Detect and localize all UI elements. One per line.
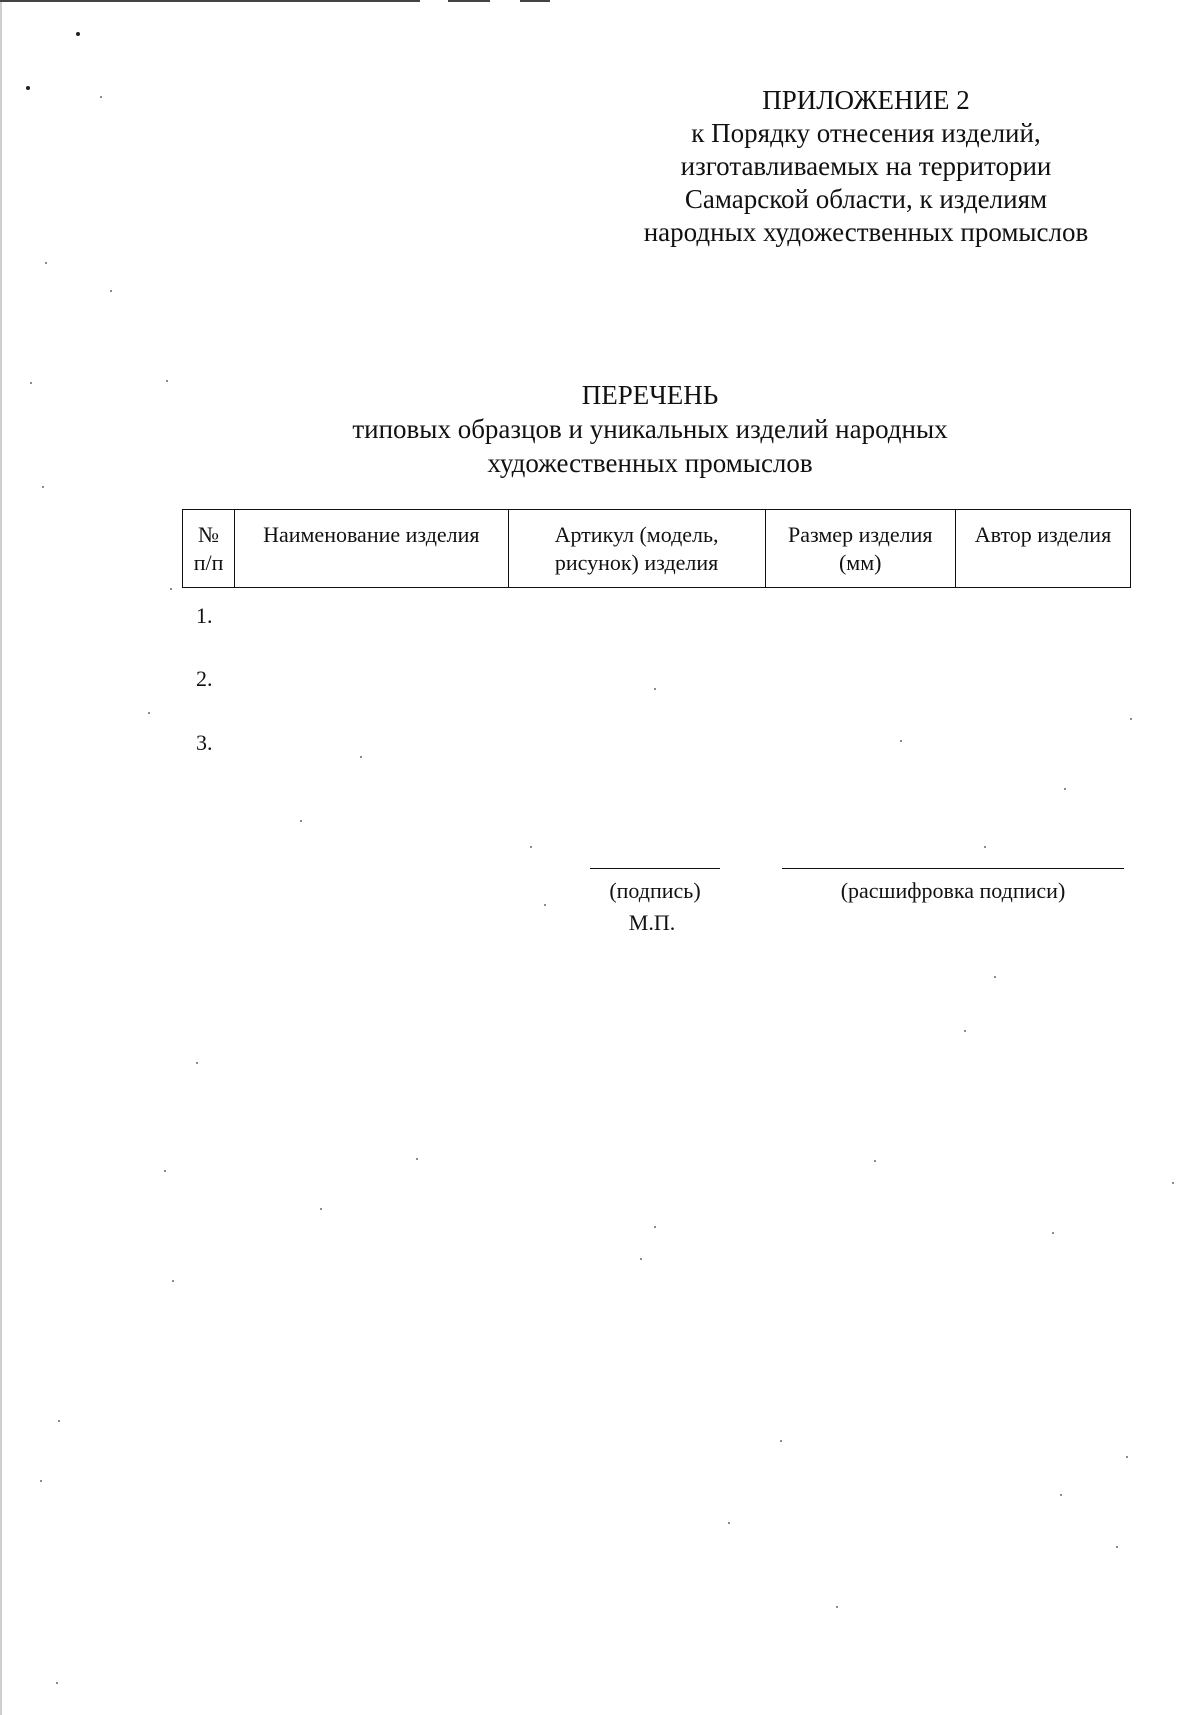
scan-speck	[728, 1522, 730, 1524]
scan-speck	[530, 846, 532, 848]
scan-speck	[26, 86, 30, 90]
header-name-text: Наименование изделия	[263, 522, 480, 547]
list-item-number: 2.	[196, 666, 213, 691]
header-number-line: п/п	[193, 550, 224, 575]
list-item-number: 3.	[196, 730, 213, 755]
scan-speck	[76, 32, 80, 36]
scan-speck	[1060, 1494, 1062, 1496]
signature-transcript-line	[782, 868, 1124, 869]
scan-speck	[58, 1420, 60, 1422]
scan-speck	[40, 1480, 42, 1482]
scan-speck	[164, 1170, 166, 1172]
seal-caption: М.П.	[628, 910, 676, 935]
scan-speck	[900, 740, 902, 742]
scan-speck	[172, 1280, 174, 1282]
scan-speck	[56, 1682, 58, 1684]
appendix-block	[600, 84, 1132, 249]
scan-speck	[30, 382, 32, 384]
scan-speck	[544, 904, 546, 906]
header-article-line: рисунок) изделия	[554, 550, 719, 575]
signature-caption: (подпись)	[609, 878, 701, 903]
list-subtitle-line: художественных промыслов	[487, 448, 813, 478]
header-article-line: Артикул (модель,	[554, 522, 719, 547]
scan-edge-line	[0, 0, 2, 1715]
scan-speck	[984, 846, 986, 848]
appendix-line: Самарской области, к изделиям	[684, 184, 1048, 214]
table-header-row	[183, 510, 1131, 588]
header-number	[183, 510, 235, 588]
signature-line	[590, 868, 720, 869]
scan-speck	[1126, 1456, 1128, 1458]
scan-speck	[100, 96, 102, 98]
list-subtitle-line: типовых образцов и уникальных изделий народных	[352, 414, 948, 444]
scan-speck	[640, 1258, 642, 1260]
scan-speck	[964, 1030, 966, 1032]
scan-speck	[110, 290, 112, 292]
signature-transcript-caption: (расшифровка подписи)	[840, 878, 1066, 903]
appendix-line: к Порядку отнесения изделий,	[691, 118, 1041, 148]
header-author-text: Автор изделия	[974, 522, 1112, 547]
list-heading	[260, 378, 1040, 480]
scan-speck	[45, 262, 47, 264]
scan-speck	[654, 688, 656, 690]
appendix-title: ПРИЛОЖЕНИЕ 2	[762, 85, 970, 115]
scan-top-line	[448, 0, 490, 2]
scan-speck	[1116, 1546, 1118, 1548]
scan-speck	[360, 756, 362, 758]
list-title: ПЕРЕЧЕНЬ	[581, 380, 719, 410]
items-table	[182, 509, 1131, 588]
scan-speck	[1052, 1232, 1054, 1234]
scan-speck	[42, 486, 44, 488]
scan-speck	[994, 976, 996, 978]
list-item-number: 1.	[196, 603, 213, 628]
scan-speck	[166, 380, 168, 382]
header-author	[955, 510, 1130, 588]
scan-speck	[654, 1226, 656, 1228]
scan-speck	[1064, 788, 1066, 790]
scan-speck	[836, 1606, 838, 1608]
scan-speck	[780, 1440, 782, 1442]
header-size	[765, 510, 955, 588]
scan-speck	[416, 1158, 418, 1160]
header-article	[508, 510, 765, 588]
header-number-line: №	[198, 522, 220, 547]
scan-top-line	[520, 0, 550, 2]
scan-top-line	[0, 0, 420, 2]
scan-speck	[170, 588, 172, 590]
scan-speck	[196, 1062, 198, 1064]
scan-speck	[1172, 1182, 1174, 1184]
header-size-line: Размер изделия	[788, 522, 933, 547]
scan-speck	[148, 712, 150, 714]
scan-speck	[320, 1208, 322, 1210]
header-name	[235, 510, 509, 588]
scan-speck	[874, 1160, 876, 1162]
scan-speck	[1130, 718, 1132, 720]
appendix-line: народных художественных промыслов	[643, 217, 1089, 247]
scan-speck	[300, 820, 302, 822]
appendix-line: изготавливаемых на территории	[680, 151, 1052, 181]
header-size-line: (мм)	[838, 550, 882, 575]
